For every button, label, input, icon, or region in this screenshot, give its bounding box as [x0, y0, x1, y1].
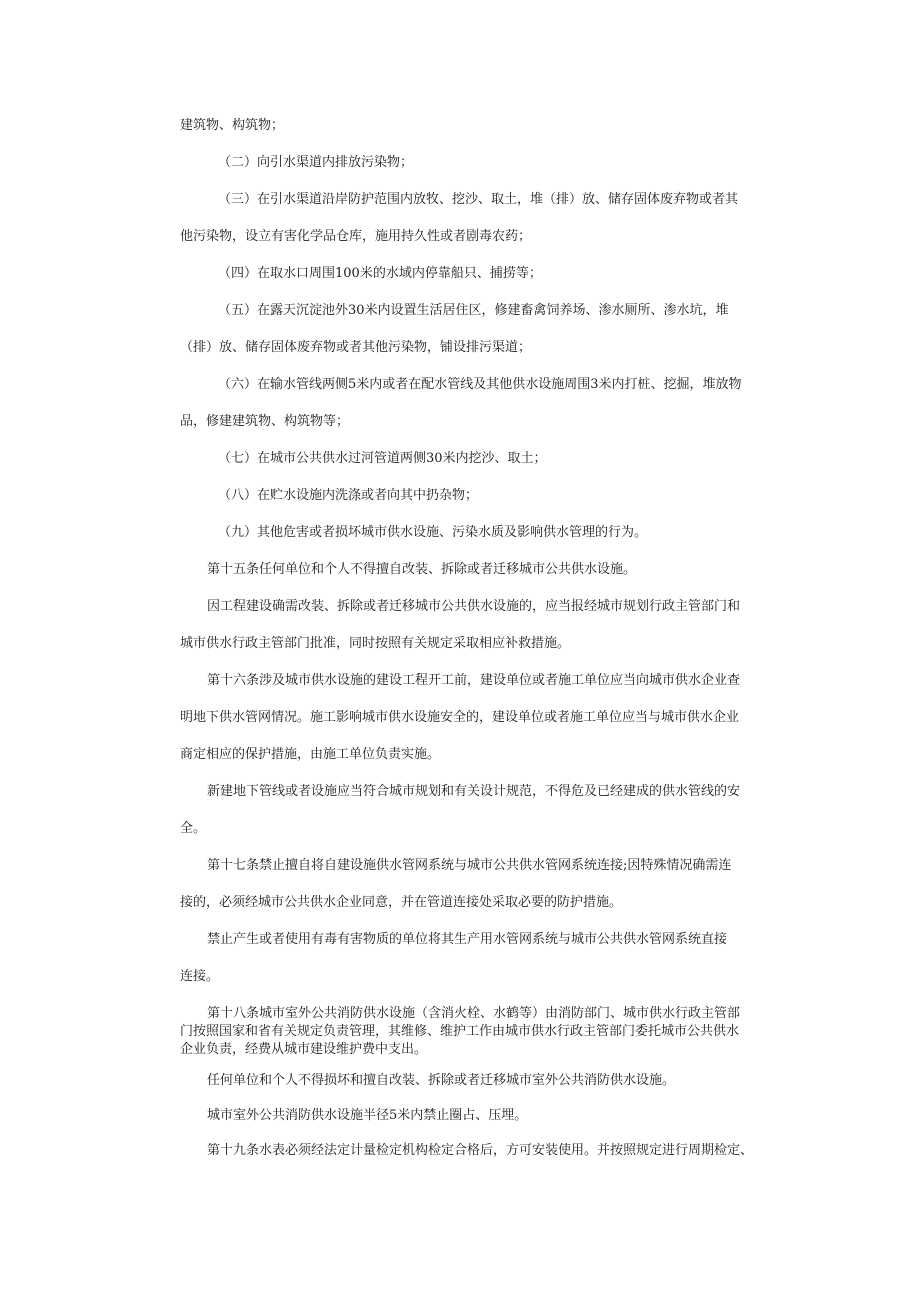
text-line: 连接。	[180, 969, 220, 984]
text-line: 全。	[180, 821, 207, 836]
text-line: （七）在城市公共供水过河管道两侧30米内挖沙、取土；	[218, 451, 547, 466]
text-line: 任何单位和个人不得损坏和擅自改装、拆除或者迁移城市室外公共消防供水设施。	[207, 1073, 676, 1088]
text-line: 城市室外公共消防供水设施半径5米内禁止圈占、压埋。	[207, 1108, 528, 1123]
text-line: 品，修建建筑物、构筑物等；	[180, 414, 350, 429]
text-line: 明地下供水管网情况。施工影响城市供水设施安全的，建设单位或者施工单位应当与城市供水企业	[180, 710, 740, 725]
text-line: 接的，必须经城市公共供水企业同意，并在管道连接处采取必要的防护措施。	[180, 895, 623, 910]
text-line: 建筑物、构筑物；	[180, 118, 285, 133]
text-line: 第十五条任何单位和个人不得擅自改装、拆除或者迁移城市公共供水设施。	[207, 562, 637, 577]
text-line: 第十九条水表必须经法定计量检定机构检定合格后，方可安装使用。并按照规定进行周期检定、	[207, 1143, 754, 1158]
text-line: （四）在取水口周围100米的水域内停靠船只、捕捞等；	[218, 266, 542, 281]
text-line: 门按照国家和省有关规定负责管理，其维修、维护工作由城市供水行政主管部门委托城市公共供水	[180, 1024, 740, 1039]
text-line: （八）在贮水设施内洗涤或者向其中扔杂物；	[218, 488, 479, 503]
text-line: （排）放、储存固体废弃物或者其他污染物，铺设排污渠道；	[180, 340, 532, 355]
text-line: （五）在露天沉淀池外30米内设置生活居住区，修建畜禽饲养场、渗水厕所、渗水坑，堆	[218, 303, 729, 318]
text-line: 商定相应的保护措施，由施工单位负责实施。	[180, 747, 441, 762]
text-line: 城市供水行政主管部门批准，同时按照有关规定采取相应补救措施。	[180, 636, 571, 651]
text-line: 禁止产生或者使用有毒有害物质的单位将其生产用水管网系统与城市公共供水管网系统直接	[207, 932, 728, 947]
text-line: 第十七条禁止擅自将自建设施供水管网系统与城市公共供水管网系统连接;因特殊情况确需连	[207, 858, 732, 873]
text-line: 企业负责，经费从城市建设维护费中支出。	[180, 1042, 428, 1057]
text-line: 新建地下管线或者设施应当符合城市规划和有关设计规范，不得危及已经建成的供水管线的安	[207, 784, 741, 799]
text-line: （二）向引水渠道内排放污染物；	[218, 155, 414, 170]
text-line: （九）其他危害或者损坏城市供水设施、污染水质及影响供水管理的行为。	[218, 525, 648, 540]
text-line: （六）在输水管线两侧5米内或者在配水管线及其他供水设施周围3米内打桩、挖掘，堆放物	[218, 377, 742, 392]
text-line: 他污染物，设立有害化学品仓库，施用持久性或者剧毒农药；	[180, 229, 532, 244]
text-line: 第十六条涉及城市供水设施的建设工程开工前，建设单位或者施工单位应当向城市供水企业查	[207, 673, 741, 688]
text-line: 第十八条城市室外公共消防供水设施（含消火栓、水鹤等）由消防部门、城市供水行政主管部	[207, 1006, 741, 1021]
text-line: 因工程建设确需改装、拆除或者迁移城市公共供水设施的，应当报经城市规划行政主管部门和	[207, 599, 741, 614]
text-line: （三）在引水渠道沿岸防护范围内放牧、挖沙、取土，堆（排）放、储存固体废弃物或者其	[218, 192, 739, 207]
